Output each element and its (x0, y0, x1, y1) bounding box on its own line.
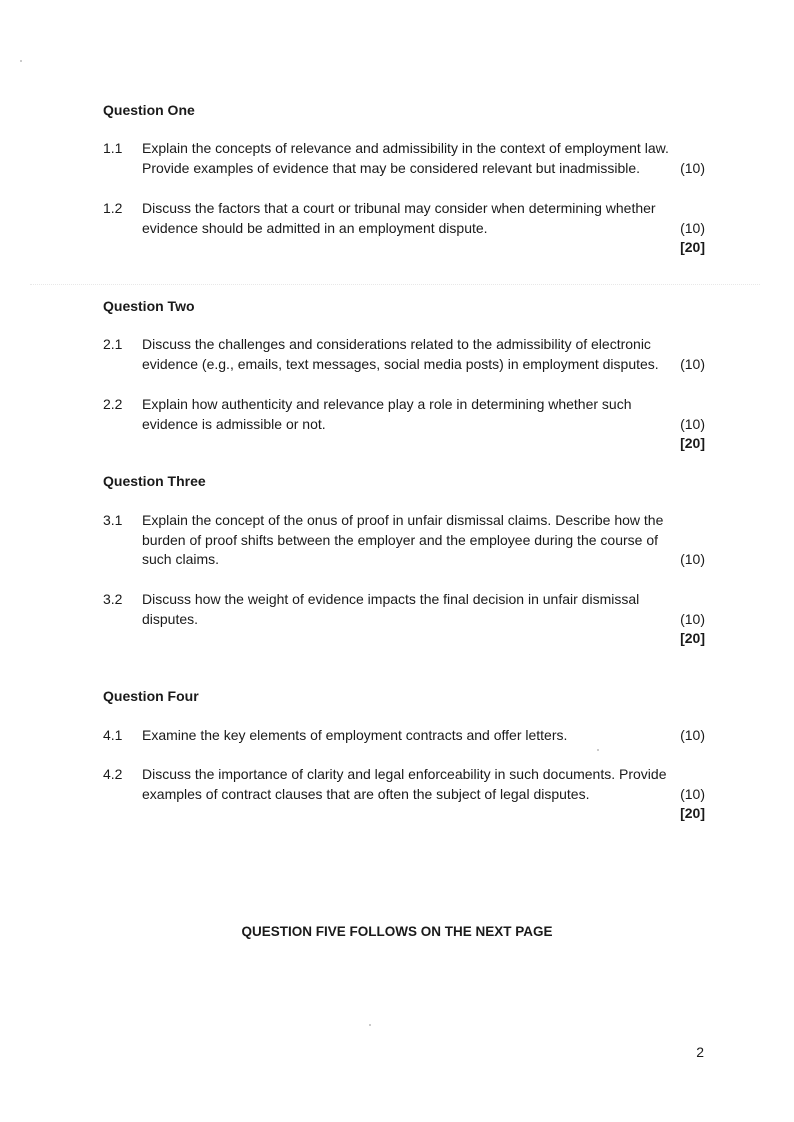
question-two-title: Question Two (103, 298, 195, 314)
question-four-title: Question Four (103, 688, 199, 704)
item-line: Explain the concepts of relevance and admissibility in the context of employment law. (142, 140, 669, 156)
item-line: Discuss the factors that a court or tribunal may consider when determining whether (142, 200, 656, 216)
item-line: Examine the key elements of employment contracts and offer letters. (142, 727, 568, 743)
item-number: 1.1 (103, 140, 123, 156)
item-number: 4.2 (103, 766, 123, 782)
item-number: 1.2 (103, 200, 123, 216)
mark-allocation: (10) (680, 159, 705, 176)
mark-allocation: (10) (680, 415, 705, 432)
item-line: Explain the concept of the onus of proof in unfair dismissal claims. Describe how the (142, 512, 664, 528)
item-line: evidence should be admitted in an employment dispute. (142, 219, 488, 236)
item-line: Explain how authenticity and relevance play a role in determining whether such (142, 396, 632, 412)
item-number: 2.2 (103, 396, 123, 412)
question-item-1-2 (103, 199, 705, 258)
question-item-4-1 (103, 726, 705, 746)
item-number: 2.1 (103, 336, 123, 352)
follow-on-notice: QUESTION FIVE FOLLOWS ON THE NEXT PAGE (241, 924, 553, 939)
item-line: examples of contract clauses that are often the subject of legal disputes. (142, 785, 590, 802)
scan-speck (20, 60, 22, 62)
item-line: Provide examples of evidence that may be considered relevant but inadmissible. (142, 159, 641, 176)
question-item-4-2 (103, 765, 705, 824)
question-item-2-2 (103, 395, 705, 454)
question-item-3-2 (103, 590, 705, 649)
mark-allocation: (10) (680, 785, 705, 802)
mark-allocation: (10) (680, 551, 705, 567)
question-total: [20] (680, 630, 705, 646)
scan-speck (369, 1024, 371, 1026)
item-line: disputes. (142, 610, 199, 627)
item-line: Discuss how the weight of evidence impacts the final decision in unfair dismissal (142, 591, 640, 607)
mark-allocation: (10) (680, 355, 705, 372)
question-three-title: Question Three (103, 473, 206, 489)
item-number: 4.1 (103, 727, 123, 743)
faint-scan-line (30, 284, 760, 285)
question-item-1-1 (103, 139, 705, 178)
question-one-title: Question One (103, 102, 195, 118)
item-number: 3.1 (103, 512, 123, 528)
mark-allocation: (10) (680, 219, 705, 236)
item-line: evidence (e.g., emails, text messages, social media posts) in employment disputes. (142, 355, 659, 372)
item-line: Discuss the challenges and considerations related to the admissibility of electronic (142, 336, 651, 352)
item-line: burden of proof shifts between the employer and the employee during the course of (142, 531, 658, 548)
scan-speck (597, 749, 599, 751)
item-line: Discuss the importance of clarity and legal enforceability in such documents. Provide (142, 766, 667, 782)
item-line: evidence is admissible or not. (142, 415, 326, 432)
question-item-3-1 (103, 511, 705, 570)
page-number: 2 (696, 1044, 704, 1060)
mark-allocation: (10) (680, 610, 705, 627)
question-total: [20] (680, 435, 705, 451)
question-total: [20] (680, 805, 705, 821)
question-total: [20] (680, 239, 705, 255)
mark-allocation: (10) (680, 727, 705, 743)
item-number: 3.2 (103, 591, 123, 607)
item-line: such claims. (142, 551, 220, 567)
question-item-2-1 (103, 335, 705, 374)
